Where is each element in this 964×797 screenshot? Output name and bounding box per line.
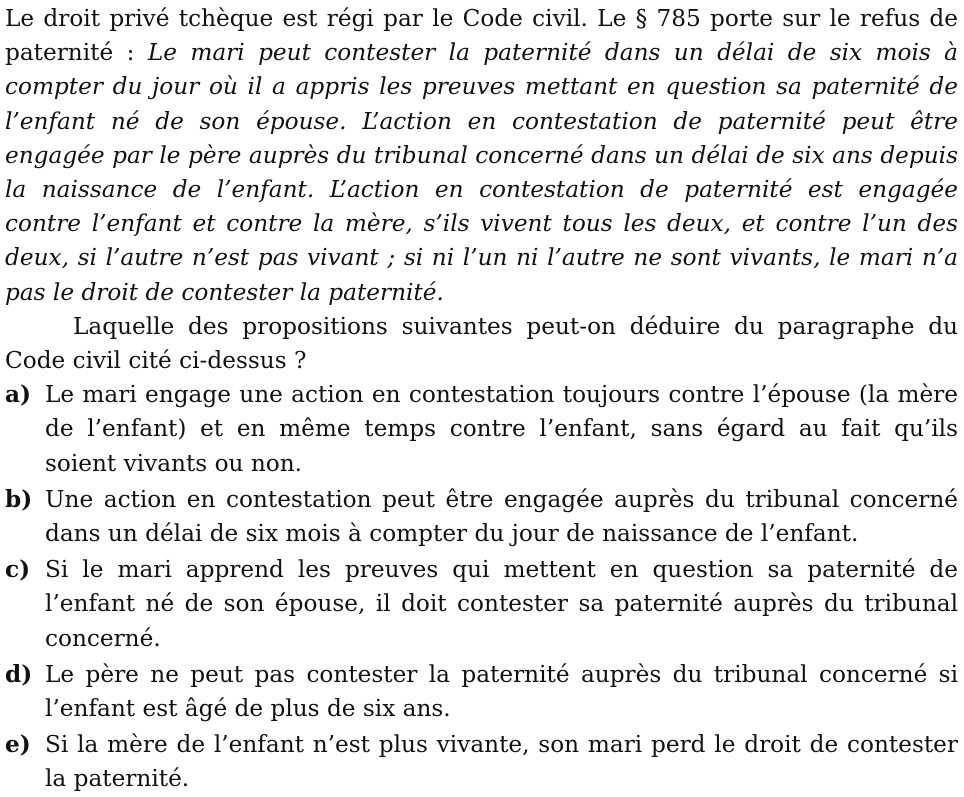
intro-paragraph <box>5 2 958 310</box>
option-a[interactable] <box>5 378 958 481</box>
option-letter: e) <box>5 731 31 759</box>
option-text: Le mari engage une action en contestation toujours contre l’épouse (la mère de l’enfant) et en même temps contre l’enfant, sans égard au fait qu’ils soient vivants ou non. <box>45 381 958 477</box>
option-letter: b) <box>5 485 33 513</box>
option-e[interactable] <box>5 728 958 796</box>
option-letter: a) <box>5 381 31 409</box>
option-b[interactable] <box>5 483 958 551</box>
answer-options <box>5 378 958 796</box>
option-text: Si la mère de l’enfant n’est plus vivante, son mari perd le droit de contester la paternité. <box>45 731 958 793</box>
option-d[interactable] <box>5 658 958 726</box>
option-text: Le père ne peut pas contester la paternité auprès du tribunal concerné si l’enfant est âgé de plus de six ans. <box>45 660 958 723</box>
option-text: Une action en contestation peut être engagée auprès du tribunal concerné dans un délai de six mois à compter du jour de naissance de l’enfant. <box>45 485 958 548</box>
intro-lead: Le droit privé tchèque est régi par le Code civil. Le § 785 porte sur le refus de paternité : <box>5 5 958 67</box>
option-letter: c) <box>5 556 31 584</box>
option-letter: d) <box>5 660 33 688</box>
option-c[interactable] <box>5 553 958 656</box>
civil-code-quote: Le mari peut contester la paternité dans un délai de six mois à compter du jour où il a appris les preuves mettant en question sa paternité de l’enfant né de son épouse. L’action en contestation de paternité peut être engagée par le père auprès du tribunal concerné dans un délai de six ans depuis la naissance de l’enfant. L’action en contestation de paternité est engagée contre l’enfant et contre la mère, s’ils vivent tous les deux, et contre l’un des deux, si l’autre n’est pas vivant ; si ni l’un ni l’autre ne sont vivants, le mari n’a pas le droit de contester la paternité. <box>5 39 958 306</box>
option-text: Si le mari apprend les preuves qui mettent en question sa paternité de l’enfant né de son épouse, il doit contester sa paternité auprès du tribunal concerné. <box>45 556 958 652</box>
question-text: Laquelle des propositions suivantes peut-on déduire du paragraphe du Code civil cité ci-dessus ? <box>5 312 958 375</box>
